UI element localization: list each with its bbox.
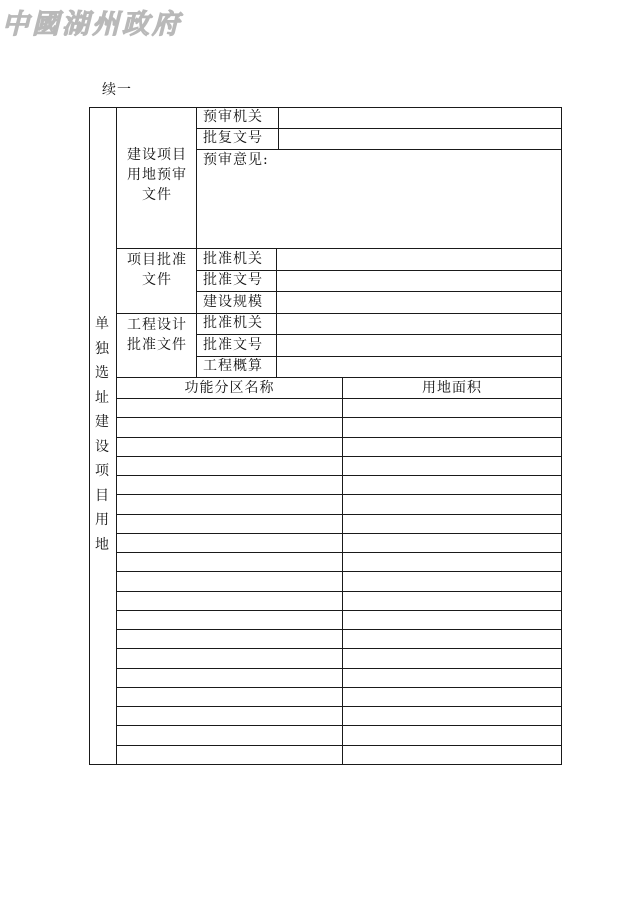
- table-row: [116, 494, 561, 495]
- table-row: [116, 706, 561, 707]
- group-project-approval: [117, 250, 197, 290]
- table-row: [116, 648, 561, 649]
- side-char: 用: [95, 512, 109, 528]
- table-row: [116, 456, 561, 457]
- table-row: [116, 533, 561, 534]
- side-char: 地: [95, 536, 109, 553]
- land-use-form-table: [89, 107, 562, 765]
- group-line: 批准文件: [127, 337, 187, 353]
- column-header-zone-name: 功能分区名称: [184, 380, 275, 396]
- watermark: 中國湖州政府: [2, 9, 182, 40]
- row-line: [196, 291, 561, 292]
- table-row: [116, 687, 561, 688]
- row-line: [196, 149, 561, 150]
- table-row: [116, 610, 561, 611]
- field-project-budget: 工程概算: [203, 358, 263, 374]
- group-line: 文件: [142, 272, 172, 288]
- border-bottom: [89, 764, 562, 765]
- header-underline: [116, 398, 561, 399]
- table-row: [116, 437, 561, 438]
- group-land-pre-review: [117, 145, 197, 205]
- side-char: 项: [95, 463, 109, 479]
- side-char: 单: [95, 316, 109, 332]
- side-char: 目: [95, 487, 109, 504]
- side-char: 址: [95, 389, 109, 406]
- border-top: [89, 107, 562, 108]
- field-approval-authority-1: 批准机关: [203, 251, 263, 267]
- field-approval-number-1: 批复文号: [203, 130, 263, 146]
- continued-label: 续一: [102, 82, 132, 98]
- table-row: [116, 745, 561, 746]
- table-row: [116, 417, 561, 418]
- group-line: 用地预审: [127, 167, 187, 183]
- column-header-land-area: 用地面积: [422, 380, 482, 396]
- table-row: [116, 475, 561, 476]
- table-row: [116, 668, 561, 669]
- table-row: [116, 514, 561, 515]
- field-pre-review-opinion: 预审意见:: [203, 152, 269, 168]
- section-line: [116, 313, 561, 314]
- group-engineering-design: [117, 315, 197, 355]
- side-char: 独: [95, 340, 109, 357]
- group-line: 工程设计: [127, 317, 187, 333]
- group-line: 文件: [142, 187, 172, 203]
- side-char: 建: [95, 414, 109, 430]
- side-char: 选: [95, 365, 109, 381]
- row-line: [196, 334, 561, 335]
- field-approval-number-2: 批准文号: [203, 272, 263, 288]
- section-line: [116, 248, 561, 249]
- table-row: [116, 552, 561, 553]
- section-line: [116, 377, 561, 378]
- group-line: 建设项目: [127, 147, 187, 163]
- field-approval-authority-2: 批准机关: [203, 315, 263, 331]
- border-left: [89, 107, 90, 765]
- table-row: [116, 591, 561, 592]
- field-approval-number-3: 批准文号: [203, 337, 263, 353]
- side-label: [93, 312, 111, 557]
- side-column-divider: [116, 107, 117, 765]
- table-row: [116, 629, 561, 630]
- border-right: [561, 107, 562, 765]
- field-construction-scale: 建设规模: [203, 294, 263, 310]
- table-row: [116, 725, 561, 726]
- table-row: [116, 571, 561, 572]
- field-pre-review-authority: 预审机关: [203, 109, 263, 125]
- side-char: 设: [95, 438, 109, 455]
- group-line: 项目批准: [127, 252, 187, 268]
